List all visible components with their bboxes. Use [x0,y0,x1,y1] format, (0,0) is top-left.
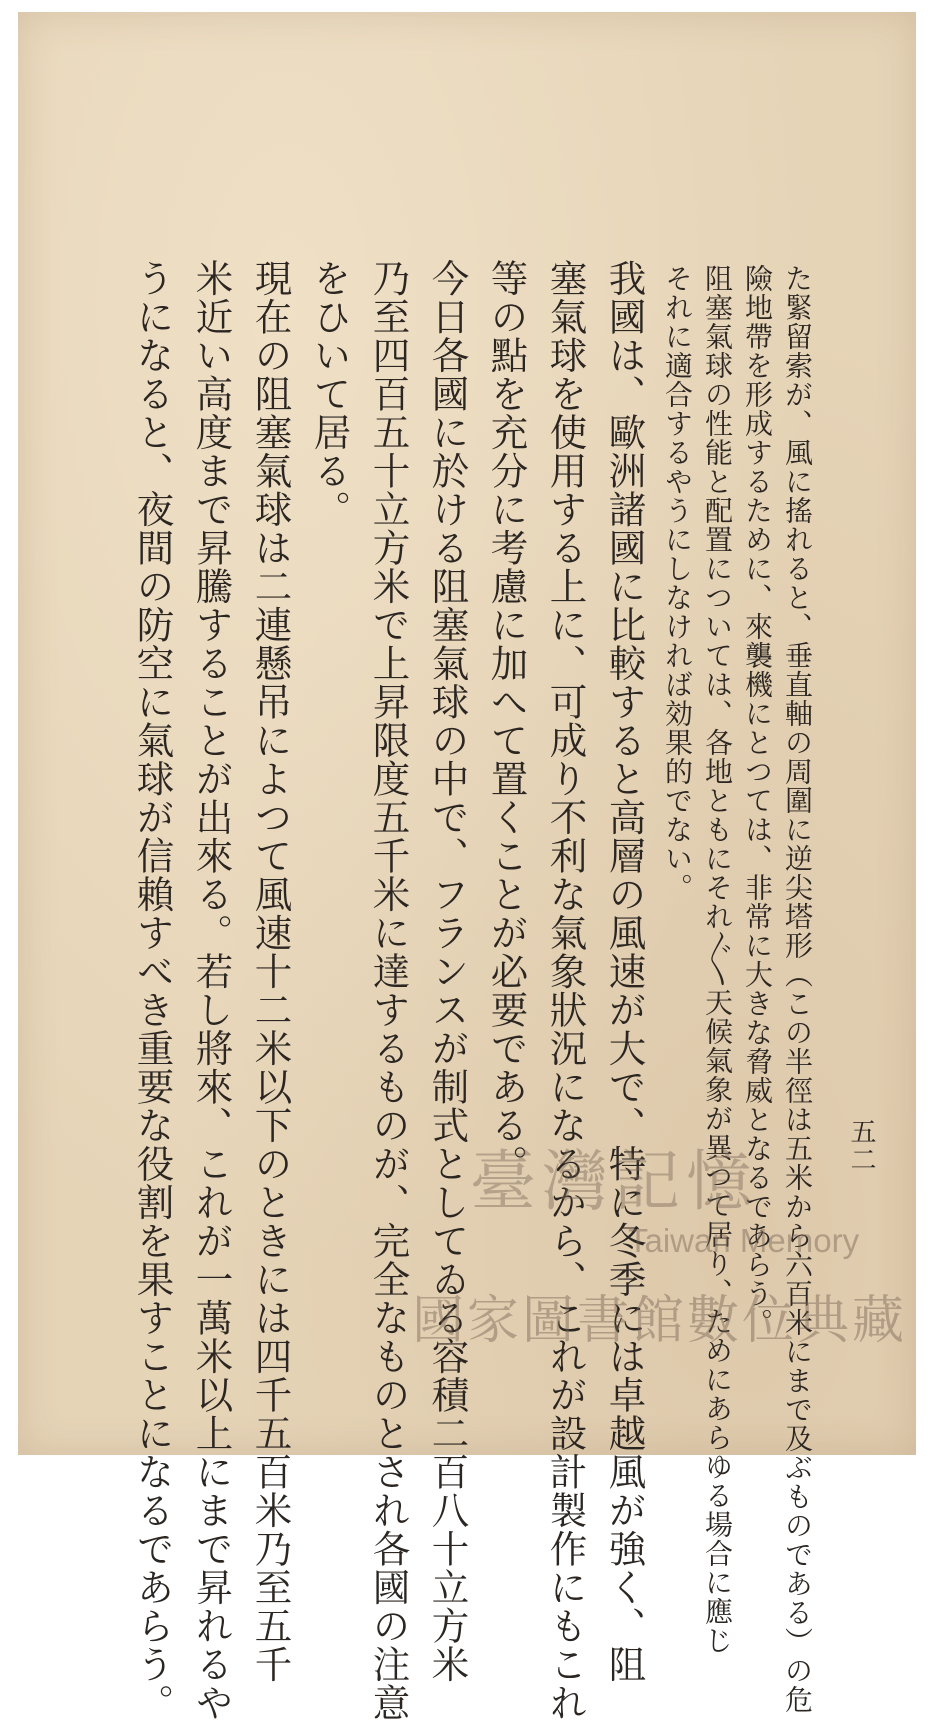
text-line-8: 今日各國に於ける阻塞氣球の中で、フランスが制式としてゐる容積二百八十立方米 [425,259,470,1684]
watermark-subtitle: 國家圖書館數位典藏 [412,1291,908,1351]
text-line-2: 險地帶を形成するために、來襲機にとつては、非常に大きな脅威となるであらう。 [741,264,774,1337]
text-line-9: 乃至四百五十立方米で上昇限度五千米に達するものが、完全なものとされ各國の注意 [366,259,411,1722]
text-line-5: 我國は、歐洲諸國に比較すると高層の風速が大で、特に冬季には卓越風が強く、阻 [602,259,647,1684]
text-line-12: 米近い高度まで昇騰することが出來る。若し將來、これが一萬米以上にまで昇れるや [189,259,234,1722]
text-line-11: 現在の阻塞氣球は二連懸吊によつて風速十二米以下のときには四千五百米乃至五千 [248,259,293,1684]
text-line-4: それに適合するやうにしなければ効果的でない。 [661,264,694,902]
text-line-13: うになると、夜間の防空に氣球が信賴すべき重要な役割を果すことになるであらう。 [130,259,175,1722]
text-line-3: 阻塞氣球の性能と配置については、各地ともにそれ〴〵天候氣象が異つて居り、ためにあらゆる場合に應じ [701,264,734,1655]
watermark-title: 臺灣記憶 [470,1143,758,1220]
watermark-english: Taiwan Memory [628,1222,860,1259]
text-line-6: 塞氣球を使用する上に、可成り不利な氣象狀況になるから、これが設計製作にもこれ [543,259,588,1722]
text-line-1: た緊留索が、風に搖れると、垂直軸の周圍に逆尖塔形（この半徑は五米から六百米にまで及ぶものである）の危 [781,264,814,1714]
page-number: 五二 [846,1118,876,1174]
text-line-7: 等の點を充分に考慮に加へて置くことが必要である。 [484,259,529,1183]
text-line-10: をひいて居る。 [307,259,352,529]
